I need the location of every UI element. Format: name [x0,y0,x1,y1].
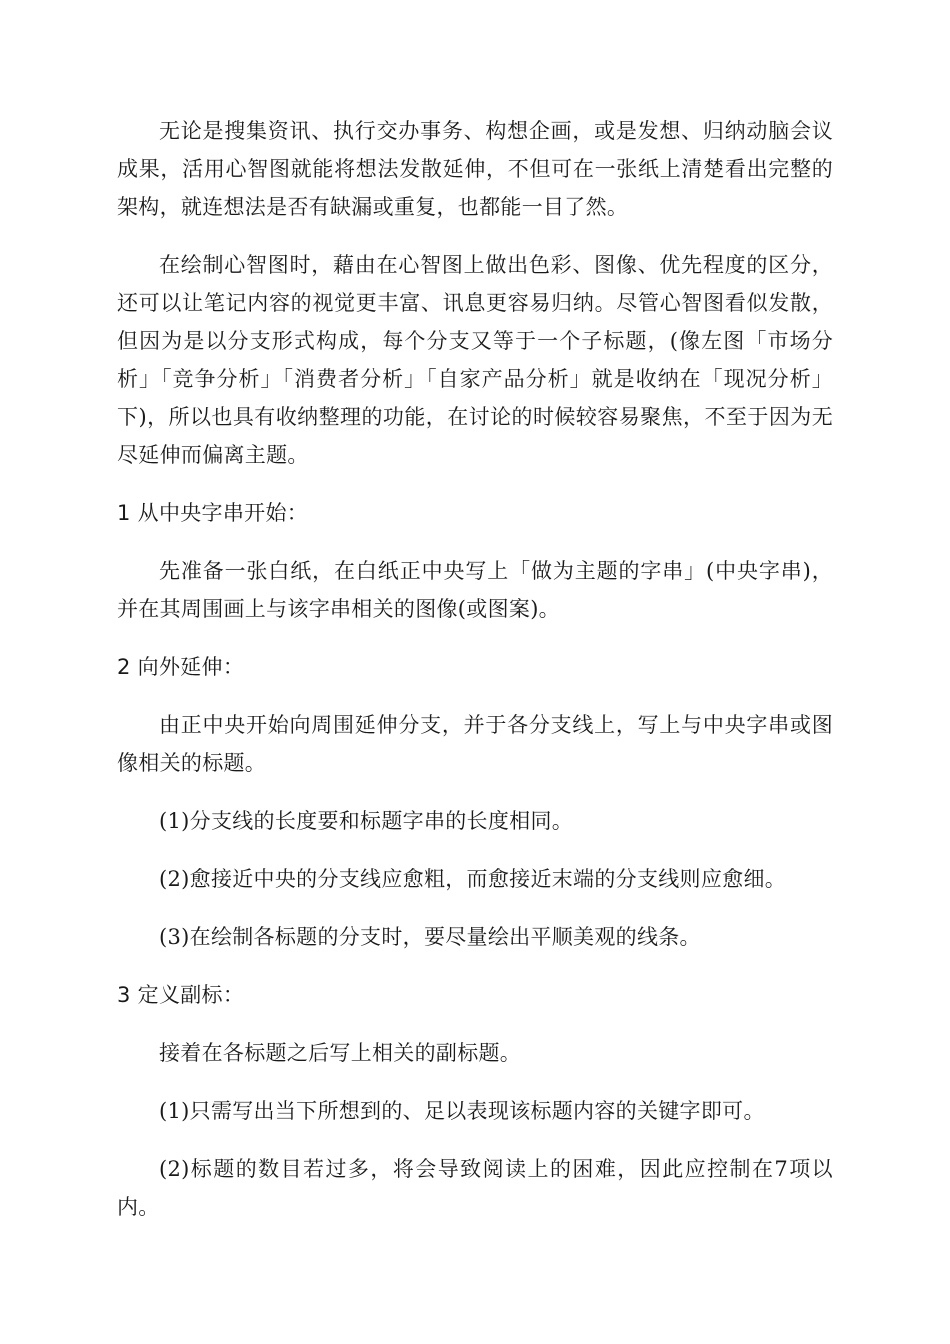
list-item: (1)分支线的长度要和标题字串的长度相同。 [159,809,574,833]
section-title: 定义副标： [137,983,245,1007]
list-item: (2)标题的数目若过多，将会导致阅读上的困难，因此应控制在7项以内。 [117,1157,833,1219]
list-item: (2)愈接近中央的分支线应愈粗，而愈接近末端的分支线则应愈细。 [159,867,787,891]
paragraph-intro: 无论是搜集资讯、执行交办事务、构想企画，或是发想、归纳动脑会议成果，活用心智图就能将想法发散延伸，不但可在一张纸上清楚看出完整的架构，就连想法是否有缺漏或重复，也都能一目了然。 [117,119,833,219]
paragraph-mindmap-drawing: 在绘制心智图时，藉由在心智图上做出色彩、图像、优先程度的区分，还可以让笔记内容的视觉更丰富、讯息更容易归纳。尽管心智图看似发散，但因为是以分支形式构成，每个分支又等于一个子标题，(像左图「市场分析」「竞争分析」「消费者分析」「自家产品分析」就是收纳在「现况分析」下)，所以也具有收纳整理的功能，在讨论的时候较容易聚焦，不至于因为无尽延伸而偏离主题。 [117,253,833,467]
document-body [117,112,833,1246]
section-number: 3 [117,983,131,1007]
section-title: 向外延伸： [137,655,245,679]
section-heading-2 [117,648,833,686]
paragraph-step-2: 由正中央开始向周围延伸分支，并于各分支线上，写上与中央字串或图像相关的标题。 [117,713,833,775]
section-heading-1 [117,494,833,532]
section-title: 从中央字串开始： [137,501,309,525]
list-item: (3)在绘制各标题的分支时，要尽量绘出平顺美观的线条。 [159,925,701,949]
list-item: (1)只需写出当下所想到的、足以表现该标题内容的关键字即可。 [159,1099,765,1123]
paragraph-step-3: 接着在各标题之后写上相关的副标题。 [159,1041,522,1065]
section-number: 1 [117,501,131,525]
section-heading-3 [117,976,833,1014]
section-number: 2 [117,655,131,679]
paragraph-step-1: 先准备一张白纸，在白纸正中央写上「做为主题的字串」(中央字串)，并在其周围画上与该字串相关的图像(或图案)。 [117,559,833,621]
